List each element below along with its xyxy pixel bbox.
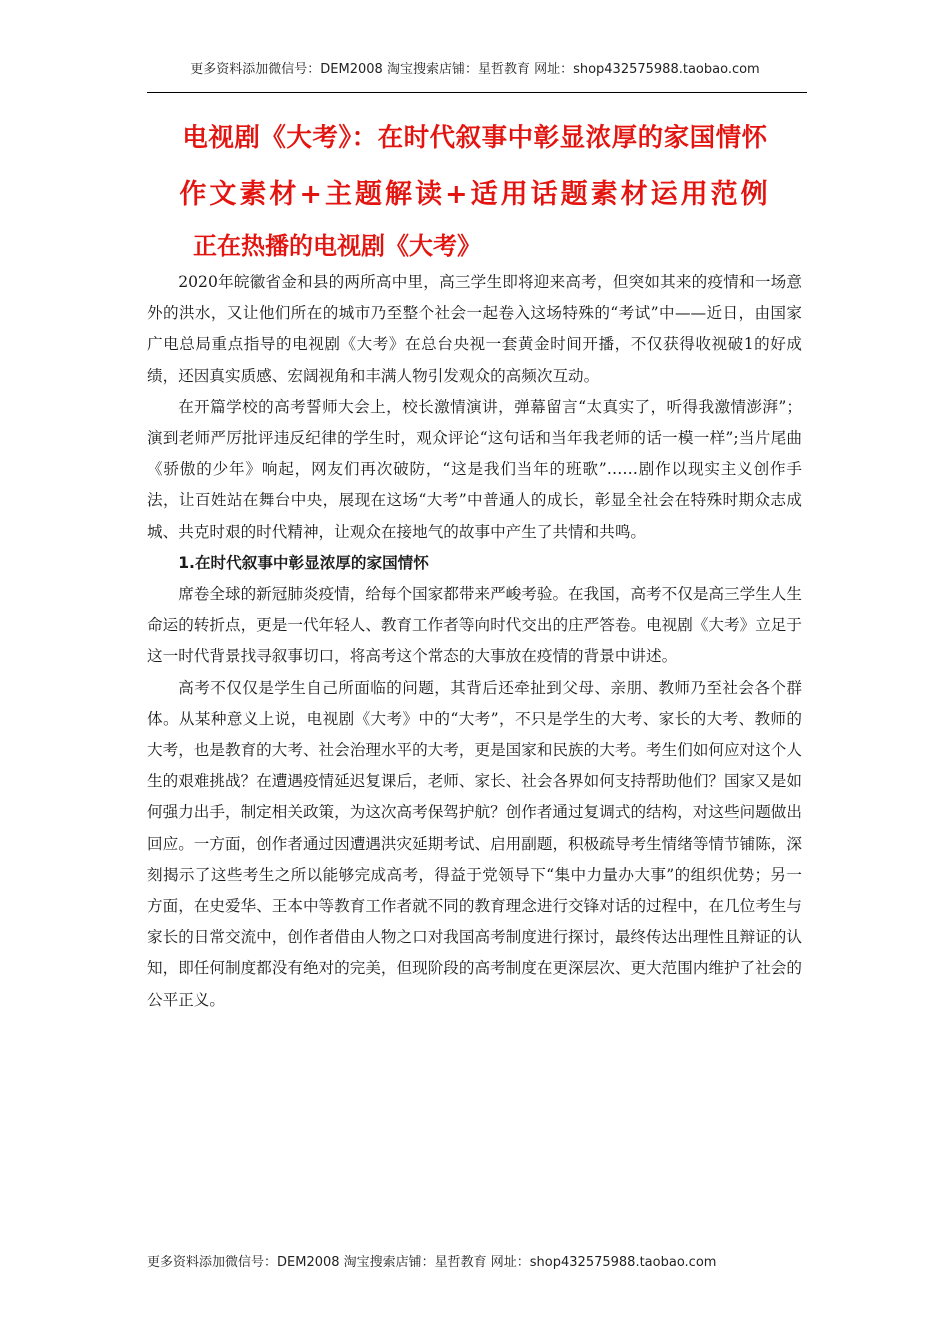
header-rule — [147, 92, 807, 93]
paragraph: 高考不仅仅是学生自己所面临的问题，其背后还牵扯到父母、亲朋、教师乃至社会各个群体。从某种意义上说，电视剧《大考》中的“大考”，不只是学生的大考、家长的大考、教师的大考，也是教育的大考、社会治理水平的大考，更是国家和民族的大考。考生们如何应对这个人生的艰难挑战？在遭遇疫情延迟复课后，老师、家长、社会各界如何支持帮助他们？国家又是如何强力出手，制定相关政策，为这次高考保驾护航？创作者通过复调式的结构，对这些问题做出回应。一方面，创作者通过因遭遇洪灾延期考试、启用副题，积极疏导考生情绪等情节铺陈，深刻揭示了这些考生之所以能够完成高考，得益于党领导下“集中力量办大事”的组织优势；另一方面，在史爱华、王本中等教育工作者就不同的教育理念进行交锋对话的过程中，在几位考生与家长的日常交流中，创作者借由人物之口对我国高考制度进行探讨，最终传达出理性且辩证的认知，即任何制度都没有绝对的完美，但现阶段的高考制度在更深层次、更大范围内维护了社会的公平正义。 — [147, 678, 802, 1009]
paragraph: 席卷全球的新冠肺炎疫情，给每个国家都带来严峻考验。在我国，高考不仅是高三学生人生命运的转折点，更是一代年轻人、教育工作者等向时代交出的庄严答卷。电视剧《大考》立足于这一时代背景找寻叙事切口，将高考这个常态的大事放在疫情的背景中讲述。 — [147, 585, 802, 666]
paragraph: 2020年皖徽省金和县的两所高中里，高三学生即将迎来高考，但突如其来的疫情和一场意外的洪水，又让他们所在的城市乃至整个社会一起卷入这场特殊的“考试”中——近日，由国家广电总局重点指导的电视剧《大考》在总台央视一套黄金时间开播，不仅获得收视破1的好成绩，还因真实质感、宏阔视角和丰满人物引发观众的高频次互动。 — [147, 273, 802, 385]
document-subtitle: 作文素材+主题解读+适用话题素材运用范例 — [179, 179, 771, 210]
article-body — [147, 267, 802, 1016]
page-header: 更多资料添加微信号：DEM2008 淘宝搜索店铺：星哲教育 网址：shop432575988.taobao.com — [190, 62, 760, 77]
document-title: 电视剧《大考》：在时代叙事中彰显浓厚的家国情怀 — [182, 123, 768, 153]
section-title: 正在热播的电视剧《大考》 — [193, 231, 481, 260]
subheading: 1.在时代叙事中彰显浓厚的家国情怀 — [178, 553, 429, 572]
page-footer: 更多资料添加微信号：DEM2008 淘宝搜索店铺：星哲教育 网址：shop432575988.taobao.com — [147, 1255, 717, 1270]
paragraph: 在开篇学校的高考誓师大会上，校长激情演讲，弹幕留言“太真实了，听得我激情澎湃”；演到老师严厉批评违反纪律的学生时，观众评论“这句话和当年我老师的话一模一样”;当片尾曲《骄傲的少年》响起，网友们再次破防，“这是我们当年的班歌”……剧作以现实主义创作手法，让百姓站在舞台中央，展现在这场“大考”中普通人的成长，彰显全社会在特殊时期众志成城、共克时艰的时代精神，让观众在接地气的故事中产生了共情和共鸣。 — [147, 397, 802, 541]
